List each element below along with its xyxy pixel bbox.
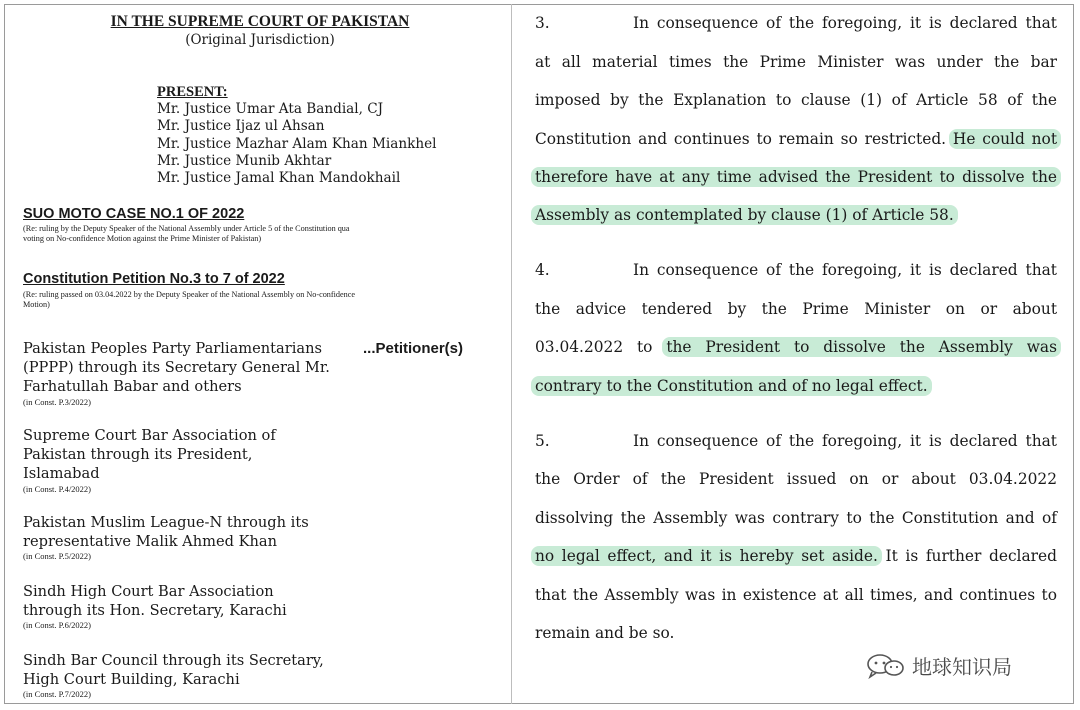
party-citation: (in Const. P.5/2022) — [23, 551, 92, 562]
party-citation: (in Const. P.3/2022) — [23, 396, 92, 407]
para3-line — [535, 203, 1057, 227]
para3-line — [535, 165, 1057, 189]
para5-line — [535, 429, 1057, 453]
court-title: IN THE SUPREME COURT OF PAKISTAN — [110, 13, 410, 30]
party-name: Pakistan Muslim League-N through its representative Malik Ahmed Khan — [23, 514, 309, 551]
jurisdiction-label: (Original Jurisdiction) — [185, 32, 335, 48]
para5-number: 5. — [535, 432, 550, 450]
para5-line: dissolving the Assembly was contrary to the Constitution and of — [535, 509, 1057, 527]
para4-number: 4. — [535, 261, 550, 279]
para4-line: the advice tendered by the Prime Minister on or about — [535, 300, 1057, 318]
party-entry — [23, 651, 363, 699]
party-entry — [23, 513, 343, 561]
watermark-text: 地球知识局 — [912, 655, 1012, 679]
para3-line: at all material times the Prime Minister was under the bar — [535, 53, 1057, 71]
suo-moto-case-heading: SUO MOTO CASE NO.1 OF 2022 — [23, 206, 245, 222]
para4-line — [535, 374, 1057, 398]
para3-line — [535, 127, 1057, 151]
party-entry — [23, 582, 323, 630]
highlighted-text: Assembly as contemplated by clause (1) of Article 58. — [531, 205, 958, 225]
para5-text: In consequence of the foregoing, it is declared that — [633, 432, 1057, 450]
para3-line — [535, 11, 1057, 35]
para3-text: Constitution and continues to remain so restricted. — [535, 130, 947, 148]
para5-line — [535, 544, 1057, 568]
justice-item: Mr. Justice Ijaz ul Ahsan — [157, 118, 325, 135]
party-citation: (in Const. P.4/2022) — [23, 483, 92, 494]
party-entry — [23, 426, 313, 494]
para3-number: 3. — [535, 14, 550, 32]
para5-text: It is further declared — [885, 547, 1057, 565]
highlighted-text: contrary to the Constitution and of no legal effect. — [531, 376, 932, 396]
highlighted-text: He could not — [949, 129, 1061, 149]
para5-line: remain and be so. — [535, 624, 675, 642]
para5-line: the Order of the President issued on or about 03.04.2022 — [535, 470, 1057, 488]
party-name: Sindh Bar Council through its Secretary, High Court Building, Karachi — [23, 652, 324, 689]
party-name: Pakistan Peoples Party Parliamentarians (PPPP) through its Secretary General Mr. Farhatullah Babar and others — [23, 340, 330, 396]
para5-line: that the Assembly was in existence at all times, and continues to — [535, 586, 1057, 604]
petition-case-note: (Re: ruling passed on 03.04.2022 by the Deputy Speaker of the National Assembly on No-confidence Motion) — [23, 290, 355, 309]
para3-line: imposed by the Explanation to clause (1) of Article 58 of the — [535, 91, 1057, 109]
justices-list — [157, 101, 436, 187]
highlighted-text: therefore have at any time advised the President to dissolve the — [531, 167, 1061, 187]
para3-text: In consequence of the foregoing, it is declared that — [633, 14, 1057, 32]
justice-item: Mr. Justice Munib Akhtar — [157, 152, 332, 169]
party-citation: (in Const. P.6/2022) — [23, 620, 92, 631]
party-citation: (in Const. P.7/2022) — [23, 689, 92, 700]
party-name: Supreme Court Bar Association of Pakistan through its President, Islamabad — [23, 427, 276, 483]
justice-item: Mr. Justice Mazhar Alam Khan Miankhel — [157, 135, 437, 152]
present-label: PRESENT: — [157, 84, 228, 100]
justice-item: Mr. Justice Umar Ata Bandial, CJ — [157, 101, 384, 117]
wechat-icon — [866, 653, 906, 679]
petition-case-heading: Constitution Petition No.3 to 7 of 2022 — [23, 271, 285, 287]
para4-text: In consequence of the foregoing, it is declared that — [633, 261, 1057, 279]
party-name: Sindh High Court Bar Association through its Hon. Secretary, Karachi — [23, 583, 287, 620]
party-entry — [23, 339, 353, 407]
highlighted-text: no legal effect, and it is hereby set aside. — [531, 546, 882, 566]
para4-line — [535, 335, 1057, 359]
page-divider — [511, 4, 512, 704]
highlighted-text: the President to dissolve the Assembly was — [662, 337, 1061, 357]
suo-moto-case-note: (Re: ruling by the Deputy Speaker of the National Assembly under Article 5 of the Constitution qua voting on No-confidence Motion against the Prime Minister of Pakistan) — [23, 224, 350, 243]
para4-text: 03.04.2022 to — [535, 338, 653, 356]
petitioner-label: ...Petitioner(s) — [363, 340, 464, 357]
para4-line — [535, 258, 1057, 282]
justice-item: Mr. Justice Jamal Khan Mandokhail — [157, 170, 401, 187]
watermark — [866, 651, 1012, 680]
